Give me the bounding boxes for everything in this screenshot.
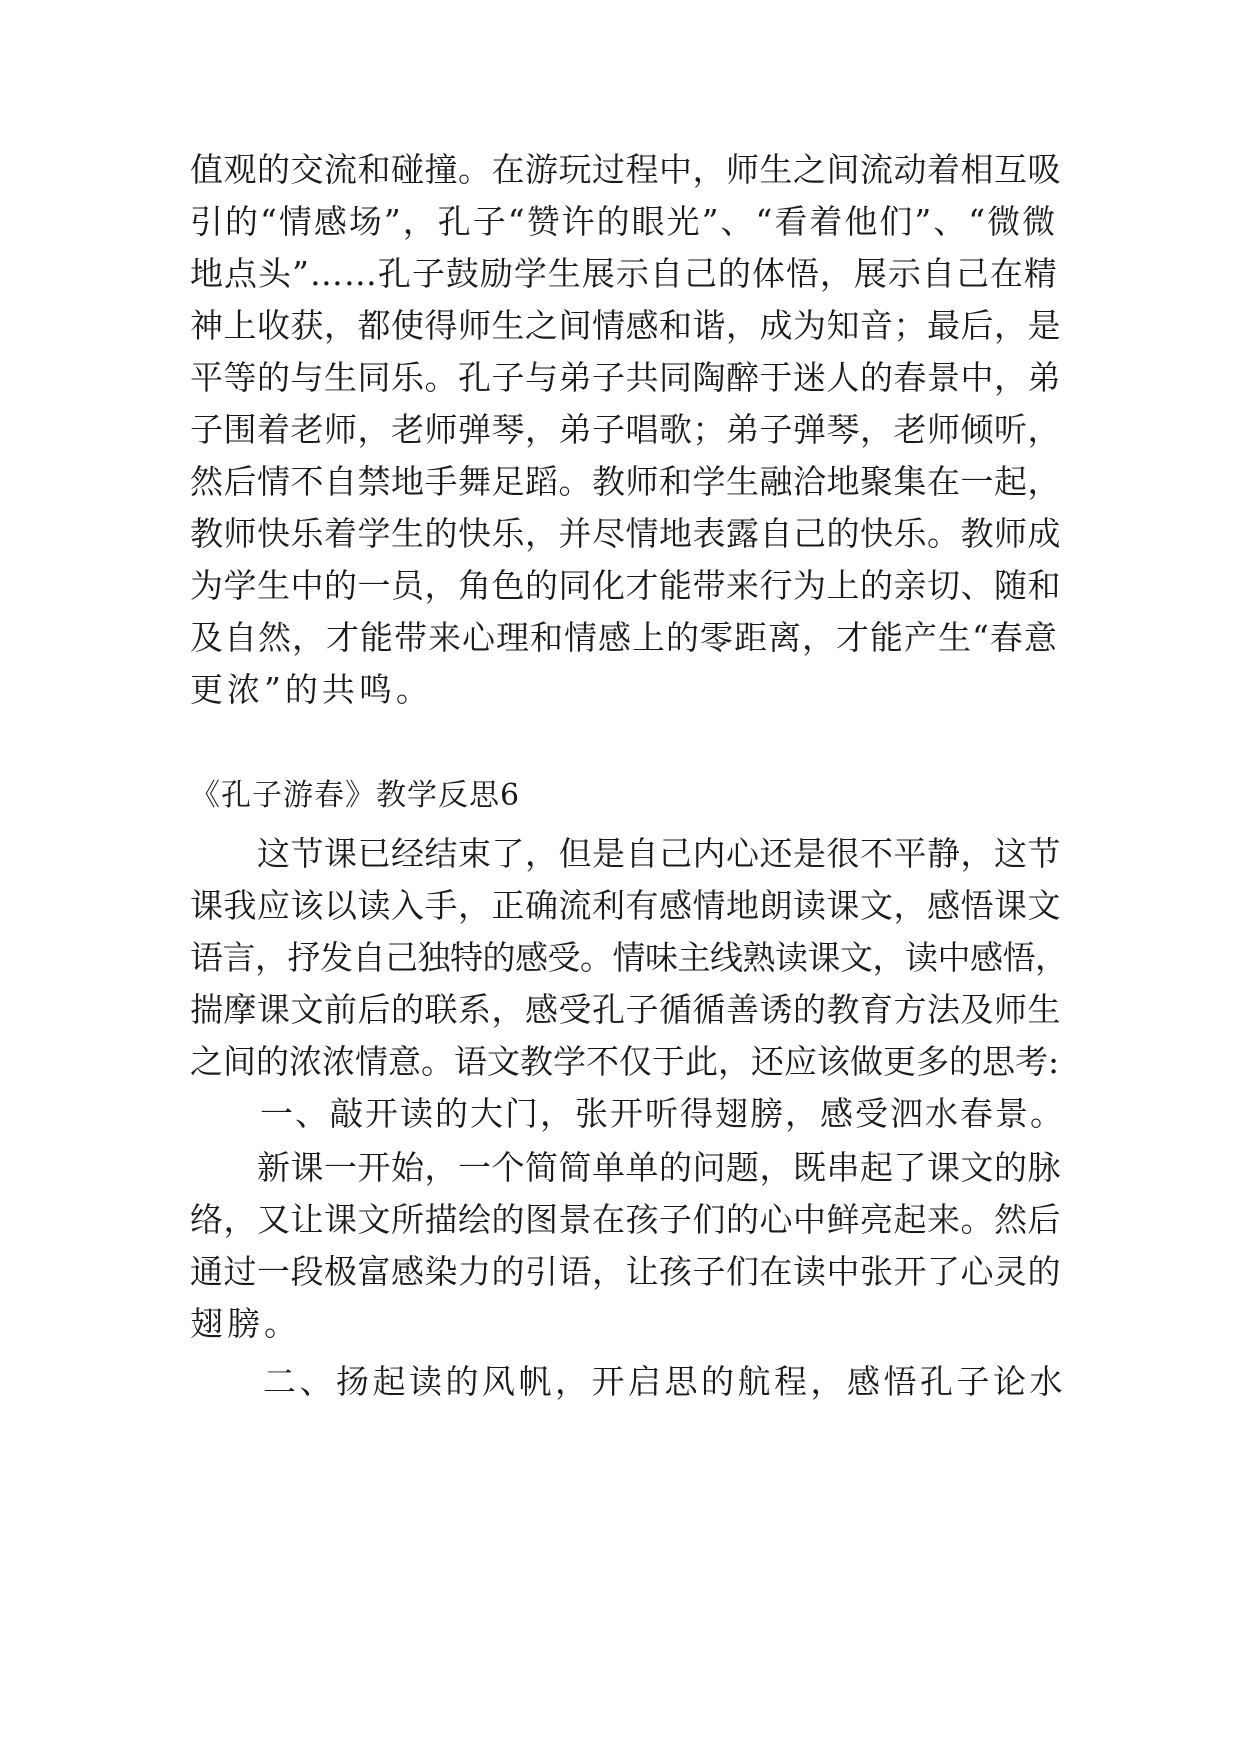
section-title: 《孔子游春》教学反思6: [190, 778, 521, 813]
paragraph-line: 神上收获，都使得师生之间情感和谐，成为知音；最后，是: [190, 306, 1061, 345]
paragraph-line: 通过一段极富感染力的引语，让孩子们在读中张开了心灵的: [190, 1252, 1061, 1291]
numbered-heading: 一、敲开读的大门，张开听得翅膀，感受泗水春景。: [190, 1094, 1065, 1133]
paragraph-line: 新课一开始，一个简简单单的问题，既串起了课文的脉: [190, 1148, 1061, 1187]
paragraph-line: 语言，抒发自己独特的感受。情味主线熟读课文，读中感悟，: [190, 938, 1068, 977]
paragraph-line: 揣摩课文前后的联系，感受孔子循循善诱的教育方法及师生: [190, 990, 1061, 1029]
paragraph-line: 引的“情感场”，孔子“赞许的眼光”、“看着他们”、“微微: [190, 202, 1058, 241]
paragraph-line: 为学生中的一员，角色的同化才能带来行为上的亲切、随和: [190, 566, 1061, 605]
paragraph-line: 子围着老师，老师弹琴，弟子唱歌；弟子弹琴，老师倾听，: [190, 410, 1061, 449]
paragraph-line: 及自然，才能带来心理和情感上的零距离，才能产生“春意: [190, 618, 1058, 657]
paragraph-line: 这节课已经结束了，但是自己内心还是很不平静，这节: [190, 834, 1061, 873]
paragraph-line: 更浓”的共鸣。: [190, 670, 433, 709]
paragraph-line: 平等的与生同乐。孔子与弟子共同陶醉于迷人的春景中，弟: [190, 358, 1061, 397]
paragraph-line: 络，又让课文所描绘的图景在孩子们的心中鲜亮起来。然后: [190, 1200, 1061, 1239]
paragraph-line: 地点头”……孔子鼓励学生展示自己的体悟，展示自己在精: [190, 254, 1058, 293]
paragraph-line: 值观的交流和碰撞。在游玩过程中，师生之间流动着相互吸: [190, 150, 1061, 189]
paragraph-line: 然后情不自禁地手舞足蹈。教师和学生融洽地聚集在一起，: [190, 462, 1061, 501]
numbered-heading: 二、扬起读的风帆，开启思的航程，感悟孔子论水: [190, 1362, 1066, 1401]
paragraph-line: 翅膀。: [190, 1304, 301, 1343]
paragraph-line: 之间的浓浓情意。语文教学不仅于此，还应该做更多的思考:: [190, 1042, 1060, 1081]
paragraph-line: 课我应该以读入手，正确流利有感情地朗读课文，感悟课文: [190, 886, 1061, 925]
paragraph-line: 教师快乐着学生的快乐，并尽情地表露自己的快乐。教师成: [190, 514, 1061, 553]
